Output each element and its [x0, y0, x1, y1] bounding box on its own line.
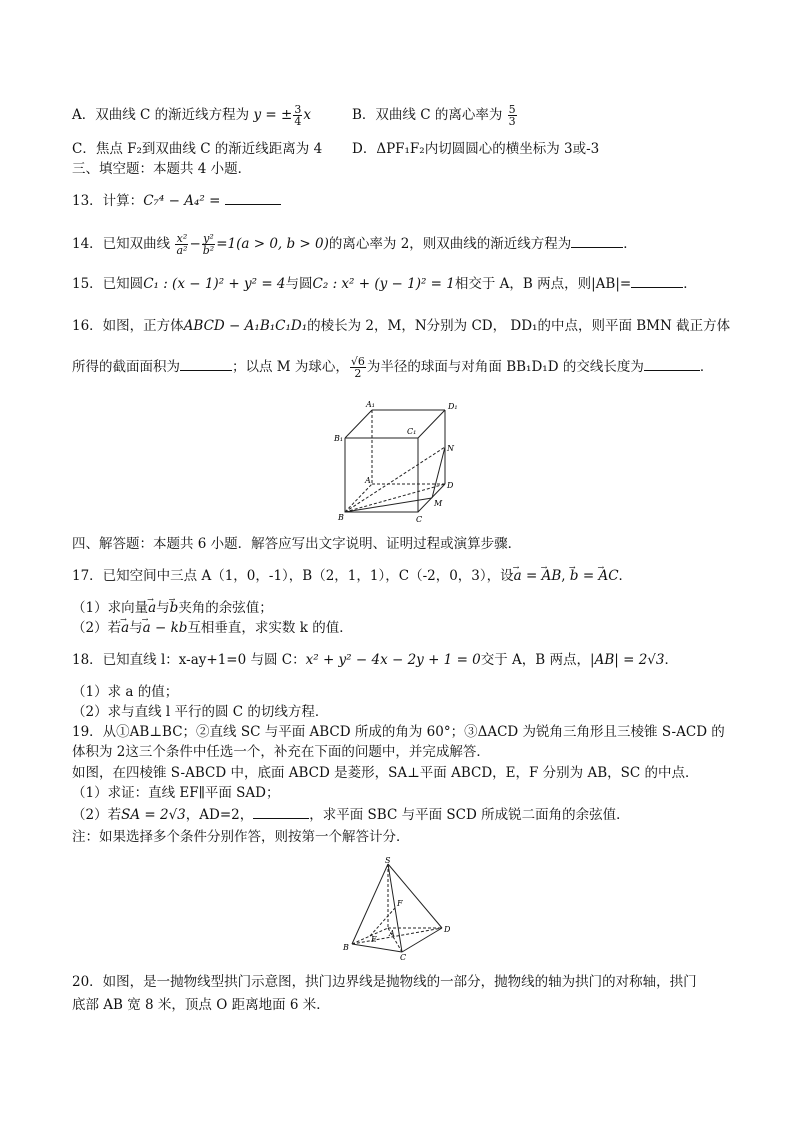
q17-p1-mid: 与 [156, 600, 170, 616]
fraction-numerator: 5 [508, 103, 516, 116]
vector-a: → a [514, 568, 522, 584]
q16-text-post-2: 为半径的球面与对角面 BB₁D₁D 的交线长度为 [366, 359, 644, 375]
q15-text: 15．已知圆 [72, 276, 144, 292]
q14-condition: =1(a > 0, b > 0) [216, 236, 329, 252]
q17-text: 17．已知空间中三点 A（1，0，-1），B（2，1，1），C（-2，0，3），设 [72, 568, 514, 584]
q17-p2-mid: 与 [129, 620, 143, 636]
q19-part-1: （1）求证：直线 EF∥平面 SAD； [72, 785, 280, 801]
label-b1: B₁ [334, 434, 344, 443]
fraction-numerator: √6 [350, 355, 365, 368]
label-m: M [434, 499, 443, 508]
q12-option-b-text: B．双曲线 C 的离心率为 [352, 107, 503, 123]
answer-blank[interactable] [225, 192, 281, 205]
fraction-numerator: 3 [294, 103, 302, 116]
q18-ab-length: |AB| = 2√3 [590, 652, 665, 668]
q14-end: ． [623, 236, 637, 252]
label-c: C [400, 953, 407, 960]
q15-text-post: 相交于 A，B 两点，则|AB|= [454, 276, 632, 292]
q18-circle-equation: x² + y² − 4x − 2y + 1 = 0 [305, 652, 481, 668]
question-19-line-3: 如图，在四棱锥 S-ABCD 中，底面 ABCD 是菱形，SA⊥平面 ABCD，E，F 分别为 AB，SC 的中点． [72, 765, 699, 781]
q18-text-mid: 交于 A，B 两点， [480, 652, 591, 668]
q12-option-a-math: y = ± [253, 107, 293, 123]
q13-label: 13．计算： [72, 193, 144, 209]
vector-a: → a [121, 620, 129, 636]
label-f: F [397, 899, 403, 908]
q17-part-1 [72, 599, 273, 617]
label-b: B [338, 513, 344, 522]
q17-part-2 [72, 619, 353, 637]
fraction-denominator: 3 [508, 115, 516, 128]
label-s: S [385, 856, 391, 865]
label-a1: A₁ [366, 400, 375, 409]
q15-circle-1: C₁ : (x − 1)² + y² = 4 [143, 276, 286, 292]
q12-option-d: D．ΔPF₁F₂内切圆圆心的横坐标为 3或-3 [352, 141, 600, 157]
vector-ac: → AC [598, 568, 618, 584]
section-4-heading: 四、解答题：本题共 6 小题．解答应写出文字说明、证明过程或演算步骤． [72, 536, 522, 552]
label-d1: D₁ [448, 402, 458, 411]
q15-end: ． [683, 276, 697, 292]
q19-part-2 [72, 806, 630, 824]
question-18 [72, 651, 678, 669]
q12-option-b-fraction [508, 104, 517, 127]
pyramid-figure [338, 856, 458, 960]
question-14: 14．已知双曲线 $\frac{\text{x²}}{\text{a²}}$ − $\frac{\text{y²}}{\text{b²}}$ =1(a > 0, b > 0)的离心率为 2，则双曲线的渐近线方程为 ． [72, 232, 637, 257]
question-13 [72, 192, 281, 210]
q17-p1-post: 夹角的余弦值； [178, 600, 273, 616]
q14-text-post: 的离心率为 2，则双曲线的渐近线方程为 [328, 236, 572, 252]
q19-p2-mid: ，AD=2， [185, 807, 254, 823]
q18-part-1: （1）求 a 的值； [72, 684, 179, 700]
question-16-line-1 [72, 317, 730, 335]
cube-figure [330, 396, 470, 528]
q16-text-2: 所得的截面面积为 [72, 359, 180, 375]
question-17 [72, 567, 632, 585]
vector-a: → a [148, 600, 156, 616]
q19-sa-value: SA = 2√3 [121, 807, 186, 823]
label-c: C [416, 515, 423, 524]
question-20-line-1: 20．如图，是一抛物线型拱门示意图，拱门边界线是抛物线的一部分，抛物线的轴为拱门的对称轴，拱门 [72, 974, 697, 990]
label-d: D [444, 925, 451, 934]
q16-cube-name: ABCD − A₁B₁C₁D₁ [183, 318, 308, 334]
q12-option-a [72, 104, 311, 127]
answer-blank[interactable] [253, 806, 309, 819]
answer-blank[interactable] [571, 235, 623, 248]
answer-blank[interactable] [631, 275, 683, 288]
q15-text-mid: 与圆 [285, 276, 313, 292]
q17-end: ． [618, 568, 633, 584]
q18-end: ． [664, 652, 678, 668]
answer-blank[interactable] [644, 358, 700, 371]
q14-text: 14．已知双曲线 [72, 236, 171, 252]
question-15 [72, 275, 697, 293]
fraction-numerator: x² [176, 232, 188, 245]
question-19-line-1: 19．从①AB⊥BC；②直线 SC 与平面 ABCD 所成的角为 60°；③ΔACD 为锐角三角形且三棱锥 S-ACD 的 [72, 724, 725, 740]
label-d: D [447, 481, 454, 490]
label-b: B [343, 943, 349, 952]
q19-p2-text: （2）若 [72, 807, 122, 823]
q14-fraction-y [202, 233, 215, 256]
q16-text-mid: ；以点 M 为球心， [232, 359, 349, 375]
vector-b: → b [170, 600, 179, 616]
q17-equals-2: = [578, 568, 599, 584]
q14-fraction-x [175, 233, 188, 256]
vector-b: → b [570, 568, 579, 584]
question-20-line-2: 底部 AB 宽 8 米，顶点 O 距离地面 6 米． [72, 997, 330, 1013]
fraction-numerator: y² [203, 232, 214, 245]
q12-option-a-fraction [293, 104, 302, 127]
fraction-denominator: a² [176, 244, 188, 257]
q16-text-post: 的棱长为 2，M，N分别为 CD， DD₁的中点，则平面 BMN 截正方体 [307, 318, 731, 334]
vector-a: → a [143, 620, 151, 636]
fraction-denominator: 2 [354, 367, 362, 380]
section-3-heading: 三、填空题：本题共 4 小题． [72, 161, 252, 177]
question-16-line-2 [72, 356, 713, 379]
label-c1: C₁ [407, 427, 417, 436]
label-e: E [371, 935, 377, 944]
q17-p2-text: （2）若 [72, 620, 122, 636]
question-19-line-2: 体积为 2这三个条件中任选一个，补充在下面的问题中，并完成解答． [72, 744, 490, 760]
q18-part-2: （2）求与直线 l 平行的圆 C 的切线方程． [72, 704, 329, 720]
q17-p2-kb: − kb [150, 620, 188, 636]
q12-option-b [352, 104, 518, 127]
q17-p2-post: 互相垂直，求实数 k 的值． [187, 620, 353, 636]
label-n: N [447, 444, 454, 453]
q16-end: ． [699, 359, 714, 375]
label-a: A [365, 476, 371, 485]
fraction-denominator: 4 [294, 115, 302, 128]
q19-p2-post: ，求平面 SBC 与平面 SCD 所成锐二面角的余弦值． [309, 807, 630, 823]
answer-blank[interactable] [180, 358, 232, 371]
fraction-denominator: b² [202, 244, 215, 257]
label-a: A [389, 929, 395, 938]
q19-note: 注：如果选择多个条件分别作答，则按第一个解答计分． [72, 829, 410, 845]
vector-ab: → AB [542, 568, 562, 584]
q17-equals: = [521, 568, 542, 584]
q18-text: 18．已知直线 l：x-ay+1=0 与圆 C： [72, 652, 306, 668]
q13-expression: C₇⁴ − A₄² = [143, 193, 221, 209]
q16-radius-fraction [350, 356, 366, 379]
q15-circle-2: C₂ : x² + (y − 1)² = 1 [312, 276, 455, 292]
q12-option-a-var: x [303, 107, 311, 123]
q16-text: 16．如图，正方体 [72, 318, 184, 334]
q17-comma: , [561, 568, 570, 584]
q12-option-c: C．焦点 F₂到双曲线 C 的渐近线距离为 4 [72, 141, 323, 157]
q12-option-a-text: A．双曲线 C 的渐近线方程为 [72, 107, 250, 123]
q17-p1-text: （1）求向量 [72, 600, 149, 616]
